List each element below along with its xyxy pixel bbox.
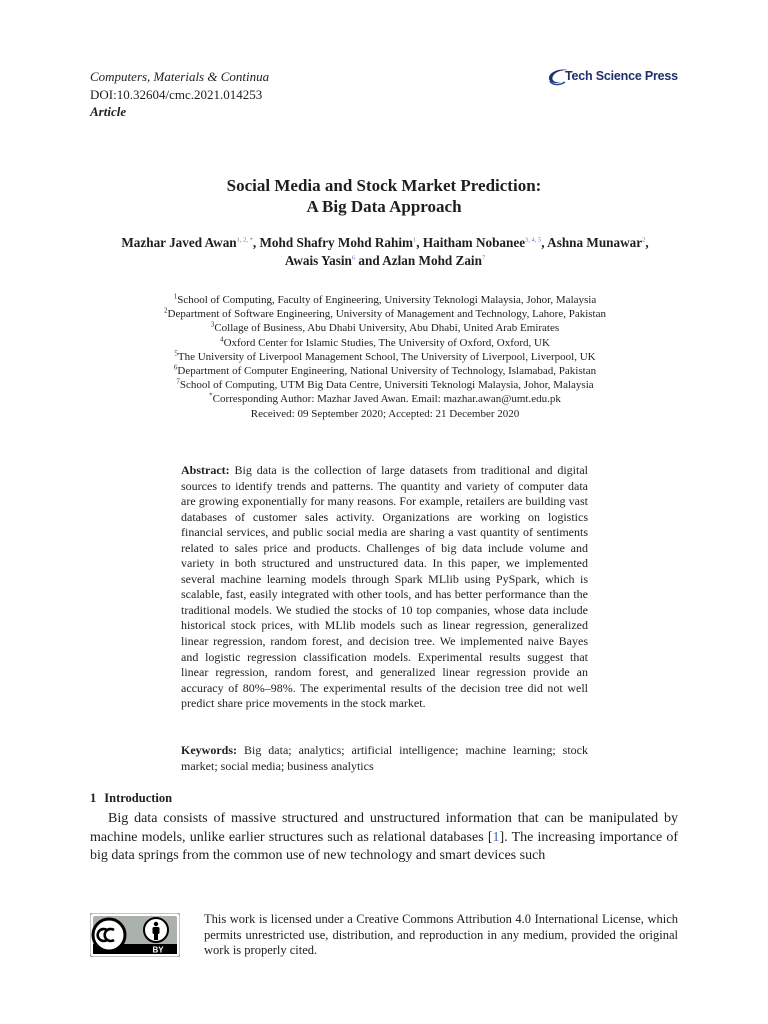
author-affil-sup[interactable]: 2 (642, 236, 646, 244)
affiliation-line (90, 336, 680, 350)
intro-paragraph (90, 810, 678, 866)
author-list (90, 234, 680, 270)
affiliation-sup: * (209, 391, 213, 400)
affiliation-sup: 2 (164, 306, 168, 315)
author-affil-sup[interactable]: 7 (481, 254, 486, 262)
author-separator: , (645, 235, 649, 250)
author-separator: , (252, 235, 260, 250)
affiliation-sup: 1 (173, 292, 178, 301)
author-separator: and (355, 253, 383, 268)
author-separator: , (541, 235, 548, 250)
affiliation-line (90, 307, 680, 321)
affiliation-sup: 4 (220, 334, 224, 343)
author-name: Azlan Mohd Zain (382, 253, 482, 268)
affiliation-text: School of Computing, UTM Big Data Centre, Universiti Teknologi Malaysia, Johor, Malaysia (179, 379, 594, 392)
author-name: Ashna Munawar (547, 235, 643, 250)
corresponding-author (90, 392, 680, 406)
affiliation-text[interactable]: Corresponding Author: Mazhar Javed Awan. Email: mazhar.awan@umt.edu.pk (212, 393, 561, 406)
affiliation-text: Oxford Center for Islamic Studies, The University of Oxford, Oxford, UK (223, 336, 550, 349)
journal-header (90, 68, 269, 121)
article-type: Article (90, 104, 127, 119)
section-title: Introduction (104, 791, 173, 805)
cc-by-badge-icon[interactable] (90, 913, 180, 957)
affiliation-sup: 6 (173, 363, 178, 372)
affiliation-line (90, 293, 680, 307)
section-number: 1 (90, 791, 97, 805)
author-separator: , (416, 235, 423, 250)
author-name: Haitham Nobanee (422, 235, 526, 250)
affiliation-sup: 5 (174, 349, 178, 358)
affiliation-text: School of Computing, Faculty of Engineering, University Teknologi Malaysia, Johor, Malaysia (177, 294, 597, 306)
affiliation-sup: 7 (176, 377, 180, 386)
affiliation-line (90, 364, 680, 378)
title-line-1: Social Media and Stock Market Prediction: (226, 176, 542, 195)
license-text: This work is licensed under a Creative Commons Attribution 4.0 International License, which permits unrestricted use, distribution, and reproduction in any medium, provided the original work is properly cited. (204, 912, 678, 957)
author-name: Mazhar Javed Awan (121, 235, 237, 250)
section-heading (90, 791, 172, 806)
abstract-text: Big data is the collection of large datasets from traditional and digital sources to identify trends and patterns. The quantity and variety of computer data are growing exponentially for many reasons. For example, retailers are building vast databases of customer sales activity. Organizations are working on logistics financial services, and public social media are sharing a vast quantity of sentiments related to sales price and products. Challenges of big data include volume and variety in both structured and unstructured data. In this paper, we implemented several machine learning models through Spark MLlib using PySpark, which is scalable, fast, easily integrated with other tools, and has better performance than the traditional models. We studied the stocks of 10 top companies, whose data include historical stock prices, with MLlib models such as linear regression, generalized linear regression, random forest, and decision tree. We implemented naive Bayes and logistic regression classification models. Experimental results suggest that linear regression, random forest, and generalized linear regression provide an accuracy of 80%–98%. The experimental results of the decision tree did not well predict share price movements in the stock market. (181, 463, 588, 711)
intro-text: ]. The increasing importance of big data springs from the common use of new technology and smart devices such (90, 829, 678, 863)
author-affil-sup[interactable]: 6 (351, 254, 356, 262)
affiliation-line (90, 378, 680, 392)
keywords-text: Big data; analytics; artificial intelligence; machine learning; stock market; social media; business analytics (181, 743, 589, 773)
affiliation-line (90, 350, 680, 364)
journal-name: Computers, Materials & Continua (90, 69, 270, 84)
affiliation-text: Department of Computer Engineering, National University of Technology, Islamabad, Pakistan (177, 365, 597, 378)
received-dates: Received: 09 September 2020; Accepted: 21 December 2020 (250, 407, 520, 420)
publisher-logo (546, 67, 686, 89)
affiliation-text: Collage of Business, Abu Dhabi University, Abu Dhabi, United Arab Emirates (214, 322, 560, 335)
citation-link[interactable]: 1 (492, 829, 500, 845)
affiliation-sup: 3 (210, 320, 215, 329)
affiliation-text: The University of Liverpool Management School, The University of Liverpool, Liverpool, UK (177, 350, 596, 363)
author-affil-sup[interactable]: 1 (413, 236, 417, 244)
abstract (181, 463, 588, 712)
affiliation-text: Department of Software Engineering, University of Management and Technology, Lahore, Pakistan (167, 308, 606, 321)
publisher-name: Tech Science Press (565, 69, 678, 83)
intro-text: Big data consists of massive structured and unstructured information that can be manipulated by machine models, unlike earlier structures such as relational databases [ (90, 811, 678, 845)
author-affil-sup[interactable]: 1, 2, * (236, 236, 253, 244)
affiliations (90, 293, 680, 421)
cc-by-text: BY (152, 945, 164, 955)
affiliation-line (90, 321, 680, 335)
author-line-2 (90, 252, 680, 270)
author-name: Awais Yasin (284, 253, 352, 268)
author-line-1 (90, 234, 680, 252)
author-affil-sup[interactable]: 3, 4, 5 (525, 236, 542, 244)
keywords-label: Keywords: (181, 743, 237, 757)
author-name: Mohd Shafry Mohd Rahim (259, 235, 413, 250)
paper-title (0, 175, 768, 217)
abstract-label: Abstract: (181, 463, 230, 477)
title-line-2: A Big Data Approach (306, 197, 462, 216)
keywords (181, 743, 588, 774)
doi[interactable]: DOI:10.32604/cmc.2021.014253 (90, 86, 263, 102)
